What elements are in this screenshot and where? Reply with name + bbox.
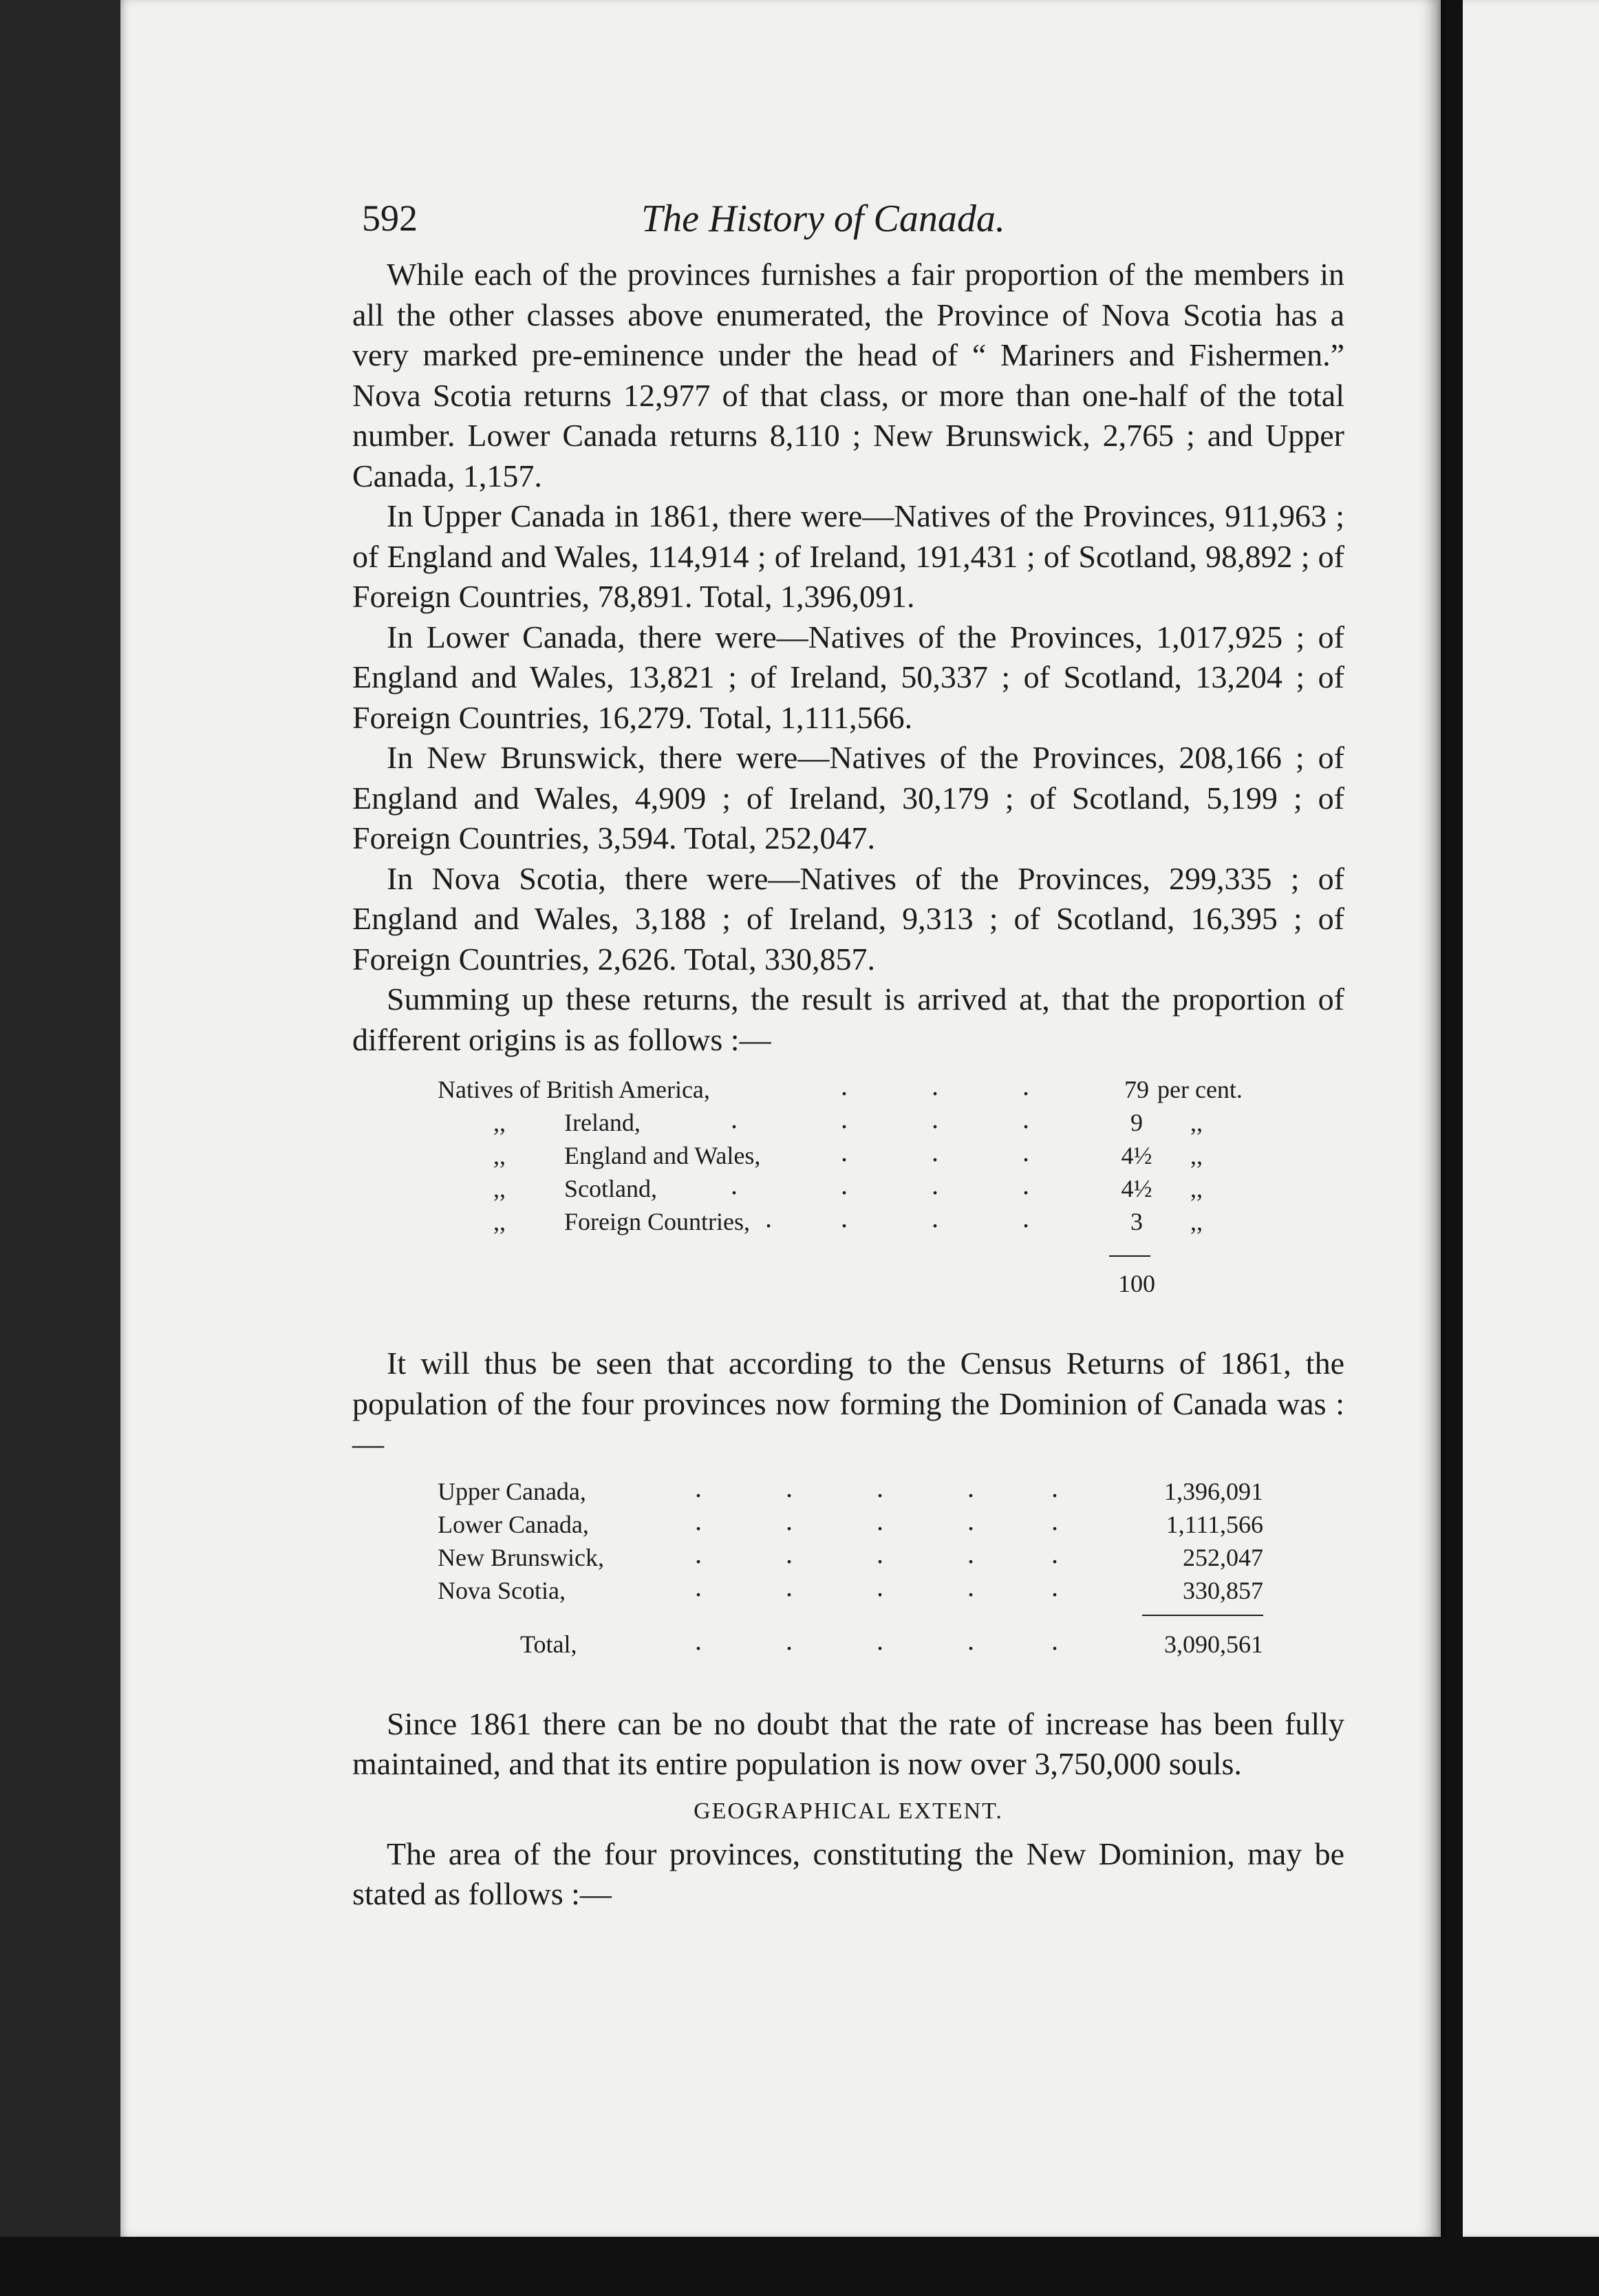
- section-heading: GEOGRAPHICAL EXTENT.: [694, 1798, 1003, 1824]
- province-population: 330,857: [1183, 1576, 1263, 1604]
- origins-row: ,, Ireland, . . . . 9 ,,: [493, 1103, 1203, 1136]
- province-label: New Brunswick,: [438, 1543, 604, 1571]
- origin-percent: 4½: [1121, 1142, 1152, 1169]
- province-label: Nova Scotia,: [438, 1576, 566, 1604]
- origin-unit: ,,: [1190, 1208, 1203, 1235]
- page-content: [352, 193, 1344, 1915]
- origins-table: [352, 1070, 1344, 1343]
- province-population: 252,047: [1183, 1543, 1263, 1571]
- paragraph-nova-scotia: In Nova Scotia, there were—Natives of the Provinces, 299,335 ; of England and Wales, 3,188 ; of Ireland, 9,313 ; of Scotland, 16,395 ; of Foreign Countries, 2,626. Total, 330,857.: [352, 860, 1344, 977]
- sum-rule: [1142, 1615, 1263, 1616]
- population-table: [352, 1471, 1344, 1704]
- origins-row: ,, Scotland, . . . . 4½ ,,: [493, 1169, 1203, 1202]
- origins-row: ,, Foreign Countries, . . . . 3 ,,: [493, 1202, 1203, 1235]
- running-title: The History of Canada.: [641, 198, 1005, 240]
- paragraph-population: It will thus be seen that according to the Census Returns of 1861, the population of the four provinces now forming the Dominion of Canada was :—: [352, 1346, 1344, 1461]
- province-label: Upper Canada,: [438, 1477, 586, 1505]
- population-row: Lower Canada, . . . . . 1,111,566: [438, 1505, 1263, 1538]
- origin-unit: ,,: [1190, 1109, 1203, 1136]
- ditto-mark: ,,: [493, 1109, 506, 1136]
- origin-percent: 3: [1130, 1208, 1143, 1235]
- paragraph-upper-canada: In Upper Canada in 1861, there were—Natives of the Provinces, 911,963 ; of England and Wales, 114,914 ; of Ireland, 191,431 ; of Scotland, 98,892 ; of Foreign Countries, 78,891. Total, 1,396,091.: [352, 498, 1344, 614]
- total-population: 3,090,561: [1164, 1630, 1263, 1658]
- sum-rule: [1109, 1255, 1150, 1257]
- ditto-mark: ,,: [493, 1175, 506, 1202]
- paragraph-mariners: While each of the provinces furnishes a fair proportion of the members in all the other classes above enumerated, the Province of Nova Scotia has a very marked pre-eminence under the head of “ Mariners and Fishermen.” Nova Scotia returns 12,977 of that class, or more than one-half of the total number. Lower Canada returns 8,110 ; New Brunswick, 2,765 ; and Upper Canada, 1,157.: [352, 257, 1344, 493]
- province-population: 1,396,091: [1164, 1477, 1263, 1505]
- origin-unit: per cent.: [1157, 1076, 1243, 1103]
- origins-total: 100: [1118, 1270, 1155, 1297]
- origin-label: Natives of British America,: [438, 1076, 710, 1103]
- population-row: New Brunswick, . . . . . 252,047: [438, 1538, 1263, 1571]
- origin-unit: ,,: [1190, 1175, 1203, 1202]
- population-total-row: Total, . . . . . 3,090,561: [520, 1624, 1263, 1658]
- facing-page-edge: [1445, 0, 1599, 2237]
- origin-percent: 9: [1130, 1109, 1143, 1136]
- paragraph-since-1861: Since 1861 there can be no doubt that the rate of increase has been fully maintained, and that its entire population is now over 3,750,000 souls.: [352, 1705, 1344, 1781]
- page-header: [352, 193, 1344, 255]
- origin-label: Scotland,: [564, 1175, 657, 1202]
- paragraph-summing-up: Summing up these returns, the result is arrived at, that the proportion of different origins is as follows :—: [352, 981, 1344, 1057]
- province-population: 1,111,566: [1166, 1510, 1263, 1538]
- left-margin-background: [0, 0, 124, 2296]
- population-row: Upper Canada, . . . . . 1,396,091: [438, 1471, 1263, 1505]
- paragraph-area: The area of the four provinces, constituting the New Dominion, may be stated as follows :—: [352, 1836, 1344, 1911]
- origins-row: ,, England and Wales, . . . 4½ ,,: [493, 1136, 1203, 1169]
- ditto-mark: ,,: [493, 1142, 506, 1169]
- origin-unit: ,,: [1190, 1142, 1203, 1169]
- province-label: Lower Canada,: [438, 1510, 589, 1538]
- origin-label: Ireland,: [564, 1109, 641, 1136]
- bottom-background: [0, 2237, 1599, 2296]
- total-label: Total,: [520, 1630, 577, 1658]
- page-number: 592: [362, 198, 418, 239]
- ditto-mark: ,,: [493, 1208, 506, 1235]
- origin-percent: 79: [1124, 1076, 1149, 1103]
- origin-label: Foreign Countries,: [564, 1208, 750, 1235]
- origins-row: Natives of British America, . . . 79 per cent.: [438, 1070, 1243, 1103]
- population-row: Nova Scotia, . . . . . 330,857: [438, 1571, 1263, 1604]
- paragraph-new-brunswick: In New Brunswick, there were—Natives of the Provinces, 208,166 ; of England and Wales, 4,909 ; of Ireland, 30,179 ; of Scotland, 5,199 ; of Foreign Countries, 3,594. Total, 252,047.: [352, 740, 1344, 855]
- origin-label: England and Wales,: [564, 1142, 761, 1169]
- paragraph-lower-canada: In Lower Canada, there were—Natives of the Provinces, 1,017,925 ; of England and Wales, 13,821 ; of Ireland, 50,337 ; of Scotland, 13,204 ; of Foreign Countries, 16,279. Total, 1,111,566.: [352, 619, 1344, 735]
- origin-percent: 4½: [1121, 1175, 1152, 1202]
